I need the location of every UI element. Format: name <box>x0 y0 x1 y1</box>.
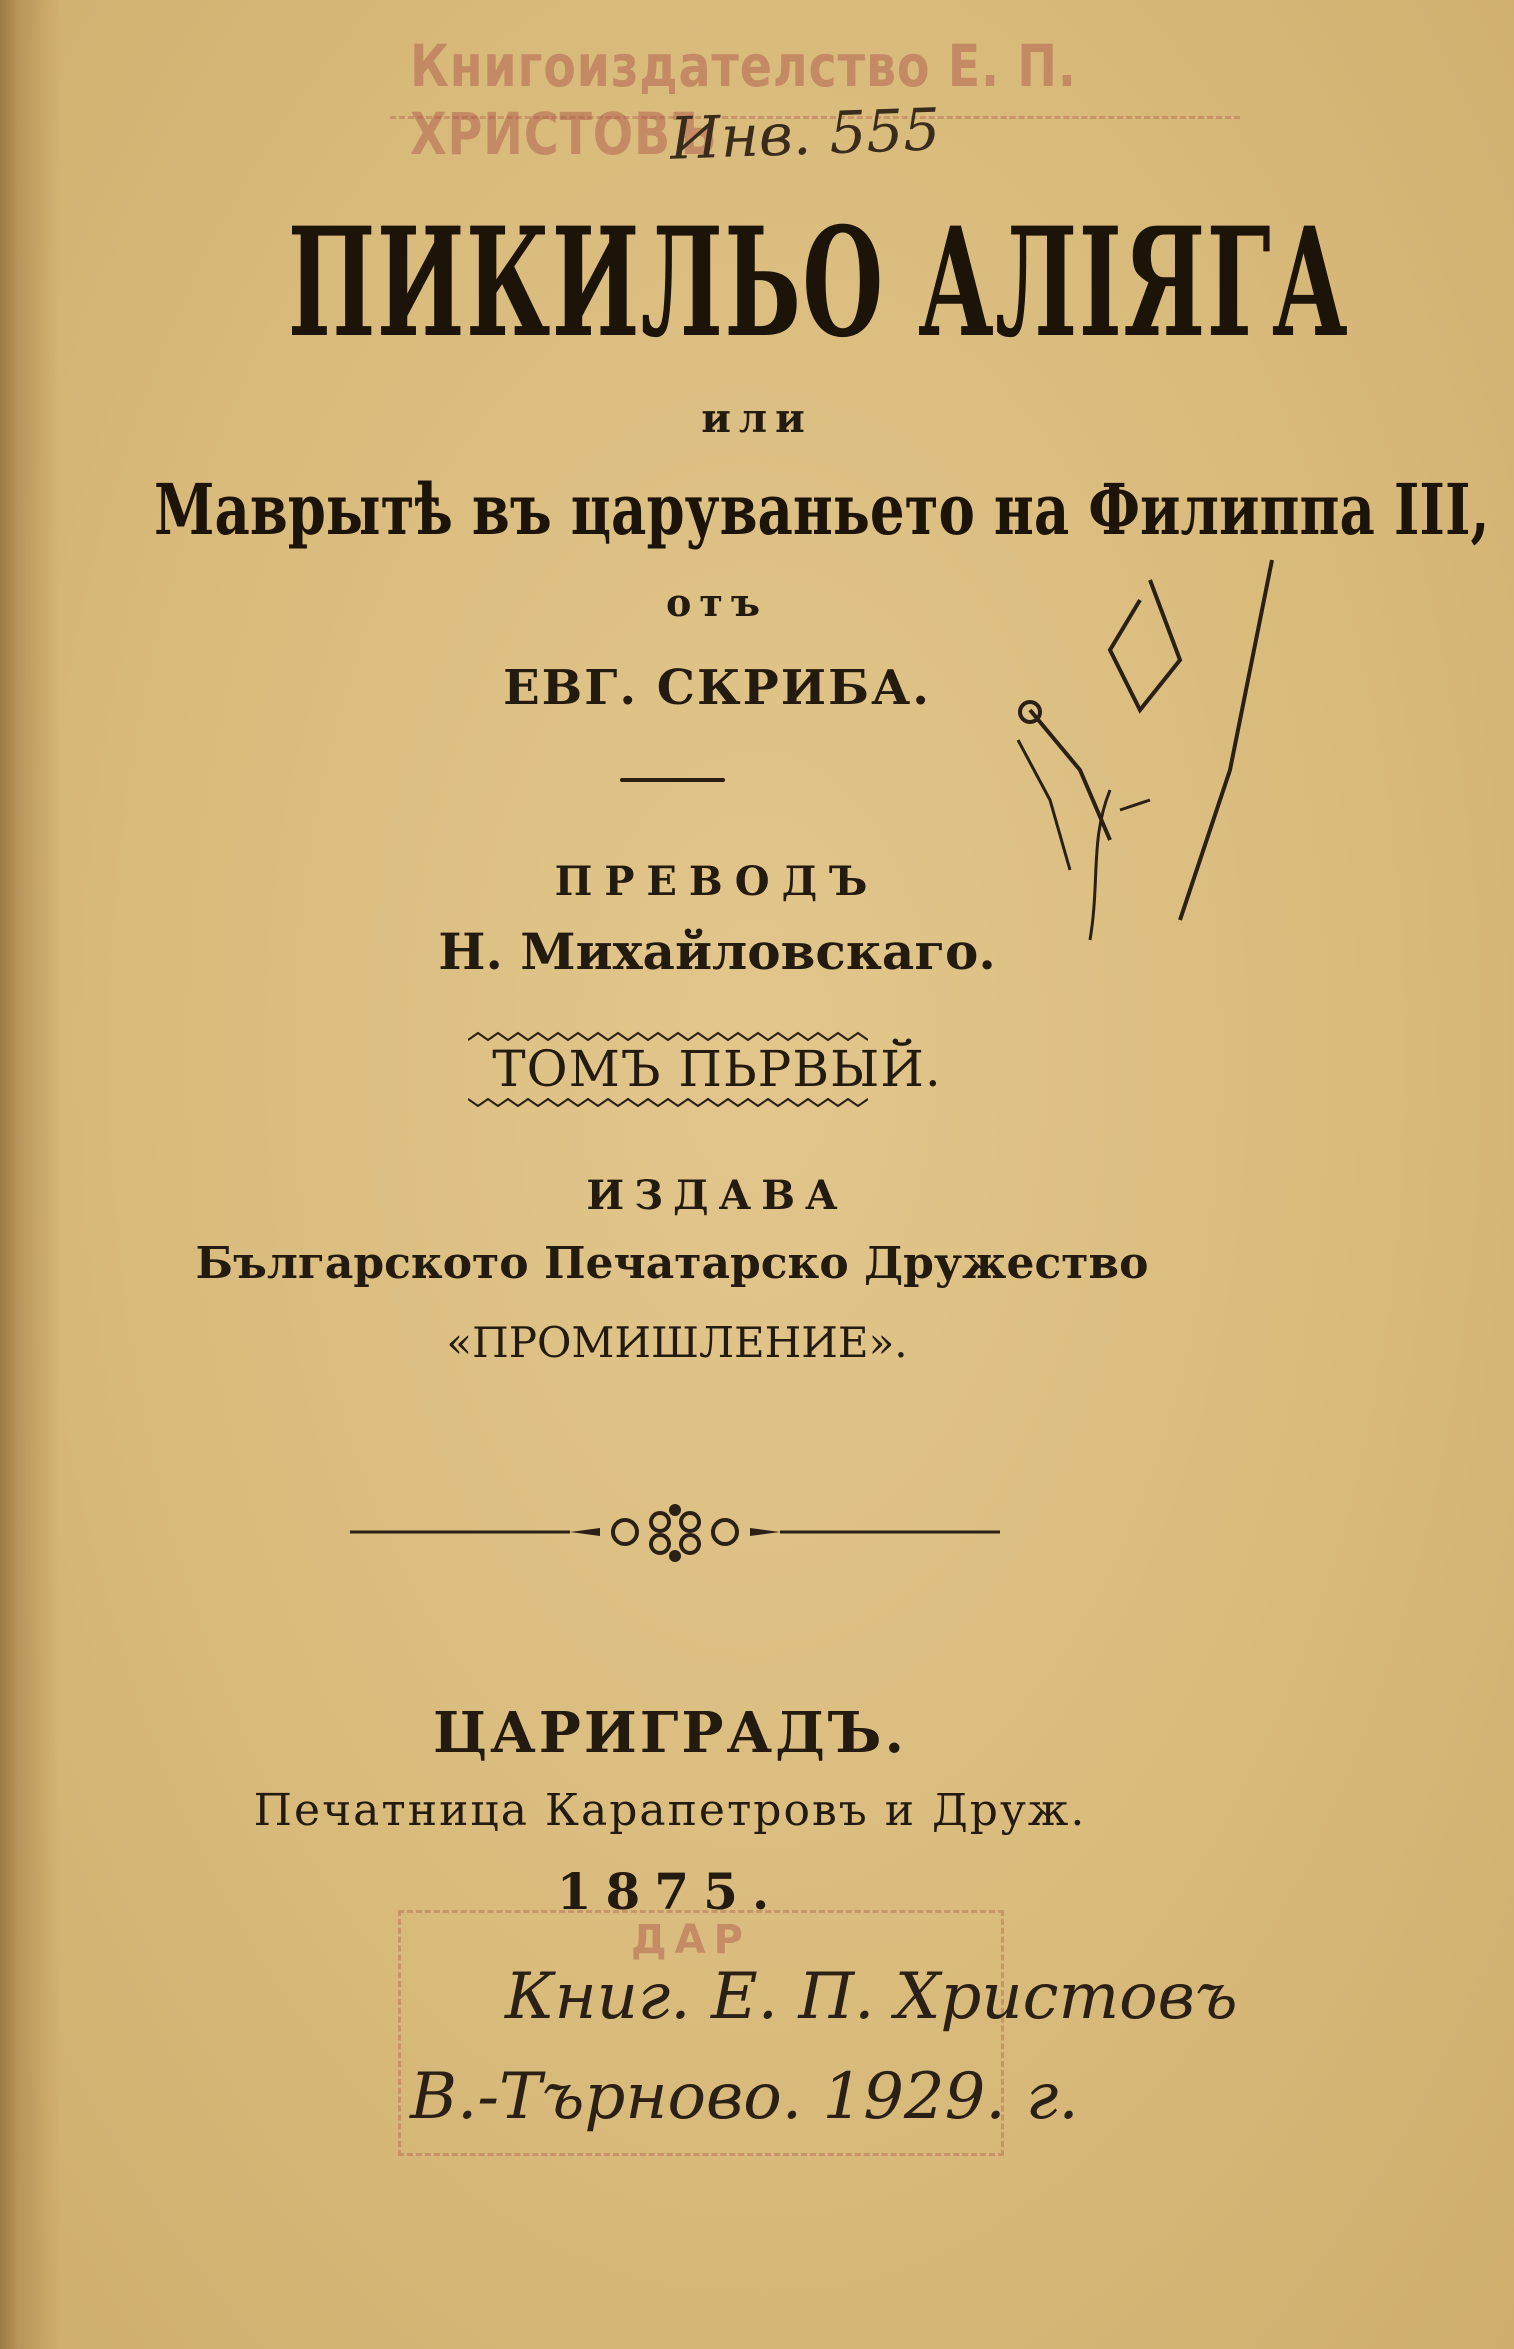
handwritten-inscription-line2: В.-Търново. 1929. г. <box>410 2060 1079 2134</box>
publisher-society: Българското Печатарско Дружество <box>195 1238 1149 1289</box>
publisher-name: «ПРОМИШЛЕНИЕ». <box>446 1318 908 1367</box>
donation-stamp-text: ДАР <box>631 1917 751 1963</box>
printing-press: Печатница Карапетровъ и Друж. <box>253 1785 1087 1836</box>
translator-name: Н. Михайловскаго. <box>438 922 996 981</box>
handwritten-call-number: Инв. 555 <box>668 95 942 173</box>
publication-year: 1875. <box>556 1862 784 1921</box>
handwritten-inscription-line1: Книг. Е. П. Христовъ <box>505 1960 1238 2034</box>
author-name: ЕВГ. СКРИБА. <box>503 660 931 716</box>
by-label: отъ <box>665 580 769 625</box>
publisher-stamp-text: Книгоиздателство Е. П. ХРИСТОВЪ <box>410 32 1077 168</box>
book-subtitle: Маврытѣ въ царуваньето на Филиппа III, <box>154 468 1490 551</box>
volume-label: ТОМЪ ПЬРВЫЙ. <box>492 1040 942 1098</box>
title-conjunction: или <box>701 395 813 442</box>
translation-label: ПРЕВОДЪ <box>554 858 880 905</box>
wavy-rule-bottom <box>468 1095 868 1109</box>
ornamental-divider <box>350 1502 1000 1562</box>
publishes-label: ИЗДАВА <box>586 1172 848 1219</box>
city-name: ЦАРИГРАДЪ. <box>433 1700 907 1766</box>
short-rule <box>620 778 725 782</box>
book-title: ПИКИЛЬО АЛІЯГА <box>287 195 1350 371</box>
